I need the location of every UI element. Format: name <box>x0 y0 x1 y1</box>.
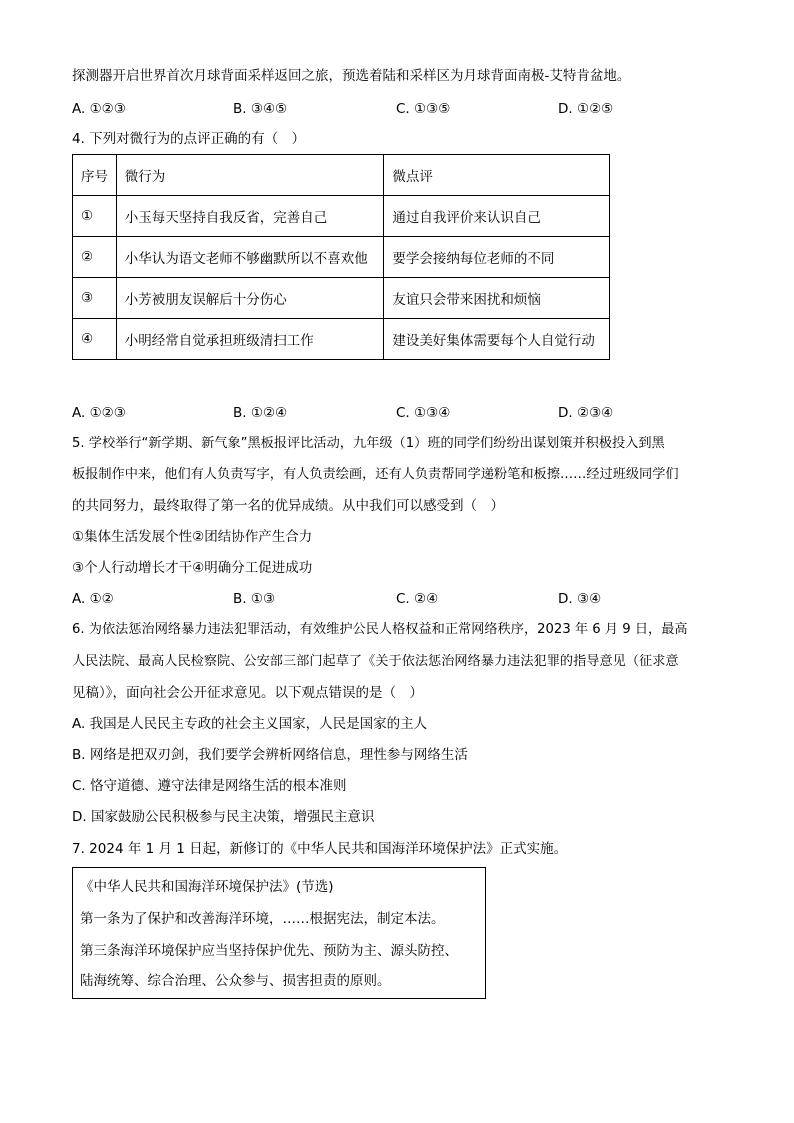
table-cell: 小芳被朋友误解后十分伤心 <box>116 278 384 319</box>
intro-line: 探测器开启世界首次月球背面采样返回之旅，预选着陆和采样区为月球背面南极-艾特肯盆地。 <box>72 68 631 84</box>
q3-option-c: C. ①③⑤ <box>396 101 451 117</box>
law-excerpt-line: 第三条海洋环境保护应当坚持保护优先、预防为主、源头防控、 <box>80 943 458 959</box>
q3-option-b: B. ③④⑤ <box>233 101 288 117</box>
q5-option-a: A. ①② <box>72 591 114 607</box>
q6-line-2: 人民法院、最高人民检察院、公安部三部门起草了《关于依法惩治网络暴力违法犯罪的指导意见（征求意 <box>72 654 679 669</box>
law-excerpt-line: 第一条为了保护和改善海洋环境，……根据宪法，制定本法。 <box>80 911 445 927</box>
q3-option-d: D. ①②⑤ <box>558 101 614 117</box>
law-excerpt-box <box>72 867 486 999</box>
q4-option-d: D. ②③④ <box>558 405 614 421</box>
q3-option-a: A. ①②③ <box>72 101 126 117</box>
q6-option-d: D. 国家鼓励公民积极参与民主决策，增强民主意识 <box>72 809 375 825</box>
q5-line-5: ③个人行动增长才干④明确分工促进成功 <box>72 560 313 576</box>
table-cell: ④ <box>73 319 117 360</box>
q4-option-c: C. ①③④ <box>396 405 451 421</box>
q5-option-c: C. ②④ <box>396 591 439 607</box>
table-header-row <box>73 155 610 196</box>
q6-option-b: B. 网络是把双刃剑，我们要学会辨析网络信息，理性参与网络生活 <box>72 747 468 763</box>
q5-line-3: 的共同努力，最终取得了第一名的优异成绩。从中我们可以感受到（ ） <box>72 498 504 514</box>
q4-option-a: A. ①②③ <box>72 405 126 421</box>
header-cell-index: 序号 <box>73 155 117 196</box>
table-cell: 友谊只会带来困扰和烦恼 <box>384 278 610 319</box>
q5-line-1: 5. 学校举行“新学期、新气象”黑板报评比活动，九年级（1）班的同学们纷纷出谋划策并积极投入到黑 <box>72 436 665 451</box>
q5-option-b: B. ①③ <box>233 591 276 607</box>
table-row <box>73 319 610 360</box>
table-row <box>73 237 610 278</box>
table-cell: 小华认为语文老师不够幽默所以不喜欢他 <box>116 237 384 278</box>
q7-stem: 7. 2024 年 1 月 1 日起，新修订的《中华人民共和国海洋环境保护法》正式实施。 <box>72 841 568 857</box>
table-cell: ③ <box>73 278 117 319</box>
law-excerpt-title: 《中华人民共和国海洋环境保护法》(节选) <box>80 879 334 895</box>
q5-line-2: 板报制作中来，他们有人负责写字，有人负责绘画，还有人负责帮同学递粉笔和板擦……经过班级同学们 <box>72 467 679 482</box>
q4-stem: 4. 下列对微行为的点评正确的有（ ） <box>72 131 306 147</box>
table-row <box>73 278 610 319</box>
q6-line-1: 6. 为依法惩治网络暴力违法犯罪活动，有效维护公民人格权益和正常网络秩序，2023 年 6 月 9 日，最高 <box>72 622 688 637</box>
law-excerpt-line: 陆海统筹、综合治理、公众参与、损害担责的原则。 <box>80 973 391 989</box>
q6-option-c: C. 恪守道德、遵守法律是网络生活的根本准则 <box>72 778 347 794</box>
micro-behavior-table <box>72 154 610 360</box>
q5-option-d: D. ③④ <box>558 591 602 607</box>
q6-line-3: 见稿）》，面向社会公开征求意见。以下观点错误的是（ ） <box>72 685 423 701</box>
header-cell-behavior: 微行为 <box>116 155 384 196</box>
header-cell-comment: 微点评 <box>384 155 610 196</box>
table-row <box>73 196 610 237</box>
table-cell: 通过自我评价来认识自己 <box>384 196 610 237</box>
q4-option-b: B. ①②④ <box>233 405 288 421</box>
table-cell: 建设美好集体需要每个人自觉行动 <box>384 319 610 360</box>
table-cell: ② <box>73 237 117 278</box>
table-cell: 小明经常自觉承担班级清扫工作 <box>116 319 384 360</box>
table-cell: ① <box>73 196 117 237</box>
table-cell: 要学会接纳每位老师的不同 <box>384 237 610 278</box>
q6-option-a: A. 我国是人民民主专政的社会主义国家，人民是国家的主人 <box>72 716 428 732</box>
table-cell: 小玉每天坚持自我反省，完善自己 <box>116 196 384 237</box>
q5-line-4: ①集体生活发展个性②团结协作产生合力 <box>72 529 313 545</box>
